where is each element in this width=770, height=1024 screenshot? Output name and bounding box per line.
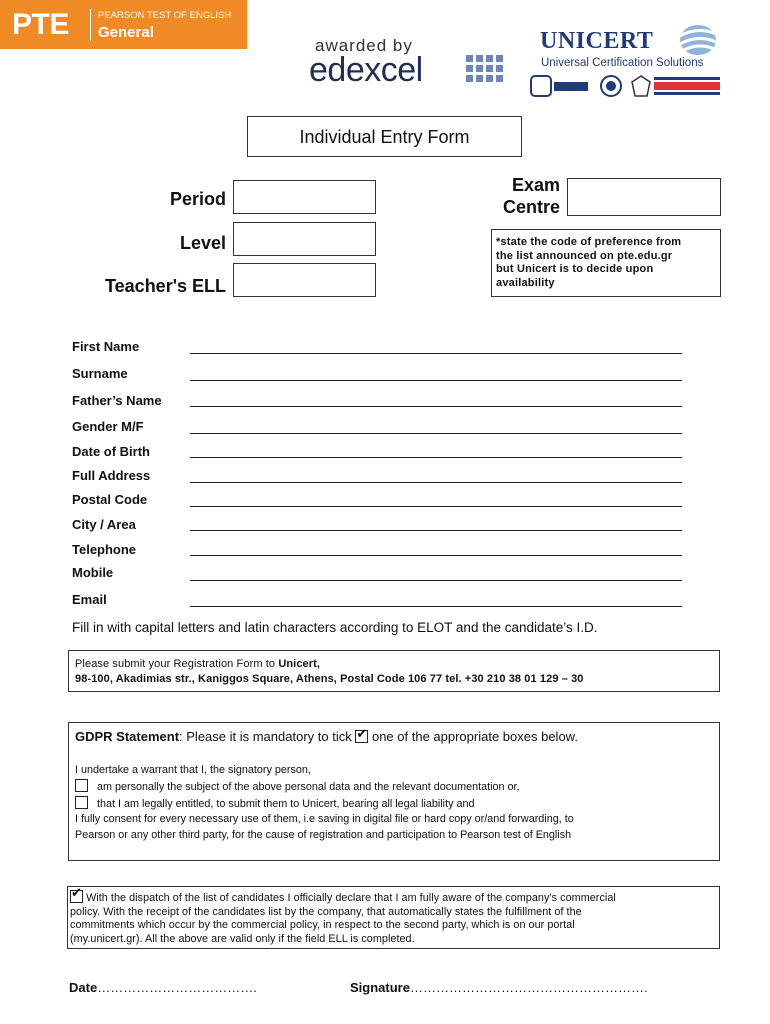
surname-label: Surname xyxy=(72,366,128,381)
email-field[interactable] xyxy=(190,606,682,607)
declaration-line-2: policy. With the receipt of the candidates list by the company, that automatically states the fulfillment of the xyxy=(70,905,582,918)
declaration-line-4: (my.unicert.gr). All the above are valid only if the field ELL is completed. xyxy=(70,932,415,945)
exam-label: Exam xyxy=(511,175,560,195)
esyd-badge-icon xyxy=(598,74,624,98)
kentro-badge-icon xyxy=(654,74,720,98)
level-input[interactable] xyxy=(233,222,376,256)
fill-instructions: Fill in with capital letters and latin characters according to ELOT and the candidate’s I.D. xyxy=(72,620,598,635)
form-title: Individual Entry Form xyxy=(247,116,522,157)
unicert-globe-icon xyxy=(676,22,720,58)
postal-code-field[interactable] xyxy=(190,506,682,507)
declaration-checkbox[interactable] xyxy=(70,890,83,903)
teachers-ell-label: Teacher's ELL xyxy=(105,276,226,296)
gdpr-option-1 xyxy=(75,779,520,793)
edexcel-dots-icon xyxy=(466,55,506,83)
gdpr-option-2 xyxy=(75,796,475,810)
note-line-2: the list announced on pte.edu.gr xyxy=(496,249,673,262)
declaration-line-3: commitments which occur by the commercial policy, in respect to the second party, which is on our portal xyxy=(70,919,575,931)
gdpr-statement-box xyxy=(68,722,720,861)
gdpr-consent-1: I fully consent for every necessary use of them, i.e saving in digital file or hard copy or/and forwarding, to xyxy=(75,813,574,825)
signature-label: Signature xyxy=(350,980,410,995)
submit-company: Unicert, xyxy=(278,658,321,670)
gdpr-example-checkbox xyxy=(355,730,368,743)
unicert-tagline: Universal Certification Solutions xyxy=(541,57,704,69)
submit-prefix: Please submit your Registration Form to xyxy=(75,658,279,670)
first-name-field[interactable] xyxy=(190,353,682,354)
telephone-field[interactable] xyxy=(190,555,682,556)
unicert-wordmark: UNICERT xyxy=(540,28,654,54)
seal-badge-icon xyxy=(630,74,652,98)
gdpr-label: GDPR Statement xyxy=(75,729,180,744)
gdpr-option-1-text: am personally the subject of the above personal data and the relevant documentation or, xyxy=(97,781,520,793)
date-dots: ………………………………. xyxy=(97,980,257,995)
teachers-ell-input[interactable] xyxy=(233,263,376,297)
gdpr-intro-a: : Please it is mandatory to tick xyxy=(179,729,352,744)
gender-field[interactable] xyxy=(190,433,682,434)
period-label: Period xyxy=(169,189,226,209)
signature-field[interactable] xyxy=(350,980,648,995)
note-line-1: *state the code of preference from xyxy=(496,236,682,248)
date-of-birth-label: Date of Birth xyxy=(72,444,150,459)
centre-label: Centre xyxy=(502,197,560,217)
city-area-label: City / Area xyxy=(72,517,136,532)
pte-general-logo xyxy=(0,0,247,49)
submit-address: 98-100, Akadimias str., Kaniggos Square, Athens, Postal Code 106 77 tel. +30 210 38 01 129 – 30 xyxy=(75,673,584,685)
date-label: Date xyxy=(69,980,98,995)
gender-label: Gender M/F xyxy=(72,419,144,434)
submit-address-box xyxy=(68,650,720,692)
full-address-field[interactable] xyxy=(190,482,682,483)
pte-logo-divider xyxy=(90,9,91,41)
declaration-box xyxy=(67,886,720,949)
declaration-line-1-text: With the dispatch of the list of candidates I officially declare that I am fully aware of the company’s commercial xyxy=(86,892,616,904)
full-address-label: Full Address xyxy=(72,468,151,483)
date-field[interactable] xyxy=(69,980,257,995)
exam-centre-note xyxy=(491,229,721,297)
city-area-field[interactable] xyxy=(190,530,682,531)
gdpr-warrant: I undertake a warrant that I, the signatory person, xyxy=(75,764,311,776)
level-label: Level xyxy=(179,233,226,253)
exam-centre-input[interactable] xyxy=(567,178,721,216)
gdpr-option-1-checkbox[interactable] xyxy=(75,779,88,792)
edexcel-wordmark: edexcel xyxy=(309,51,423,89)
mobile-field[interactable] xyxy=(190,580,682,581)
signature-dots: ………………………………………………. xyxy=(409,980,648,995)
fathers-name-field[interactable] xyxy=(190,406,682,407)
date-of-birth-field[interactable] xyxy=(190,457,682,458)
gdpr-heading xyxy=(75,729,578,744)
fathers-name-label: Father’s Name xyxy=(72,393,162,408)
surname-field[interactable] xyxy=(190,380,682,381)
email-label: Email xyxy=(72,592,107,607)
first-name-label: First Name xyxy=(72,339,140,354)
gdpr-consent-2: Pearson or any other third party, for the cause of registration and participation to Pearson test of English xyxy=(75,829,572,841)
awarded-by-text: awarded by xyxy=(315,36,413,55)
note-line-3: but Unicert is to decide upon xyxy=(496,263,654,275)
declaration-line-1 xyxy=(70,890,717,906)
telephone-label: Telephone xyxy=(72,542,137,557)
gdpr-intro-b: one of the appropriate boxes below. xyxy=(371,729,578,744)
postal-code-label: Postal Code xyxy=(72,492,148,507)
gdpr-option-2-checkbox[interactable] xyxy=(75,796,88,809)
gdpr-option-2-text: that I am legally entitled, to submit them to Unicert, bearing all legal liability and xyxy=(97,798,475,810)
pte-logo-text: PTE xyxy=(12,8,69,41)
pte-logo-subtitle: PEARSON TEST OF ENGLISH xyxy=(98,10,232,21)
note-line-4: availability xyxy=(496,276,555,289)
eoppep-badge-icon xyxy=(530,74,590,98)
period-input[interactable] xyxy=(233,180,376,214)
mobile-label: Mobile xyxy=(72,565,114,580)
pte-logo-general: General xyxy=(98,24,154,41)
